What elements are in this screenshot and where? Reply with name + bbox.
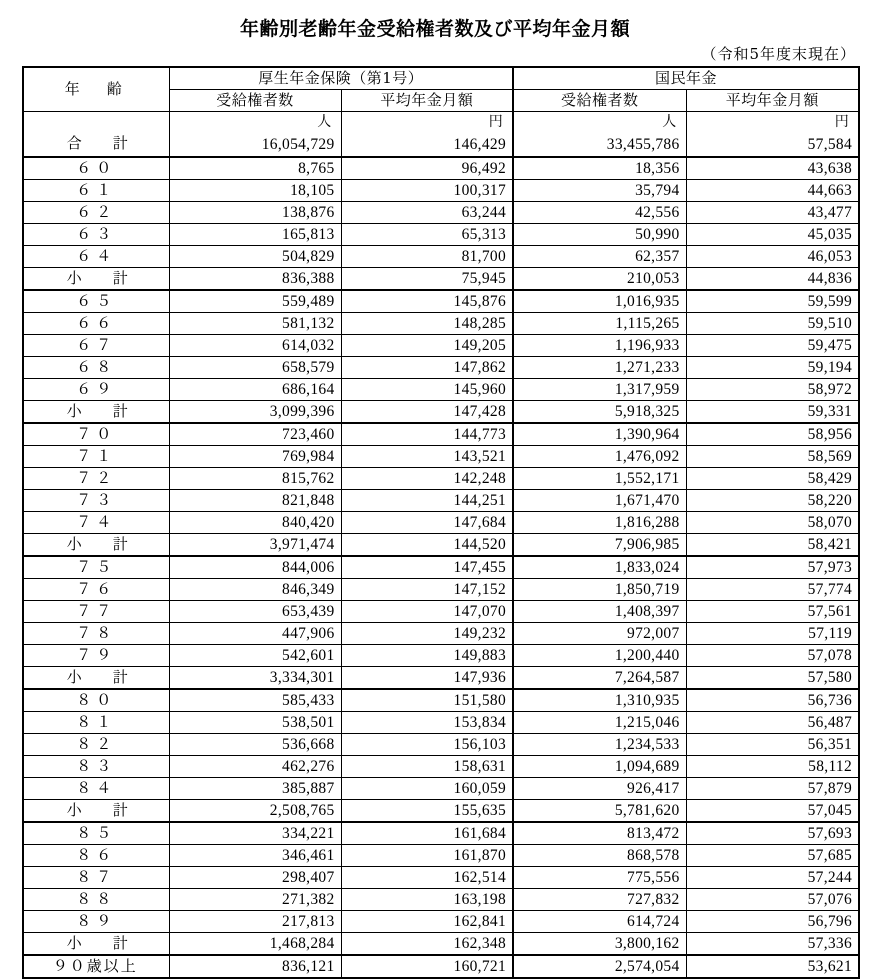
table-row <box>23 112 859 158</box>
row-label-age: ７６ <box>23 579 169 601</box>
cell-kosei-avg: 156,103 <box>341 734 513 756</box>
row-label-age: ７５ <box>23 556 169 579</box>
cell-kokumin-avg: 59,331 <box>686 401 859 424</box>
cell-kokumin-avg: 57,774 <box>686 579 859 601</box>
cell-kosei-avg: 65,313 <box>341 224 513 246</box>
cell-kokumin-n: 1,317,959 <box>513 379 686 401</box>
cell-kosei-n: 815,762 <box>169 468 341 490</box>
table-row <box>23 667 859 690</box>
cell-kokumin-avg: 56,796 <box>686 911 859 933</box>
cell-kosei-avg: 144,251 <box>341 490 513 512</box>
table-row <box>23 357 859 379</box>
row-label-age: ７２ <box>23 468 169 490</box>
row-label-age: ６７ <box>23 335 169 357</box>
cell-kosei-avg: 75,945 <box>341 268 513 291</box>
row-label-age: ６０ <box>23 157 169 180</box>
cell-kokumin-n: 2,574,054 <box>513 955 686 978</box>
table-row <box>23 490 859 512</box>
column-header-kosei-recipients: 受給権者数 <box>169 90 341 112</box>
cell-kokumin-avg: 45,035 <box>686 224 859 246</box>
cell-kosei-avg: 63,244 <box>341 202 513 224</box>
cell-kosei-n: 385,887 <box>169 778 341 800</box>
cell-value: 33,455,786 <box>606 136 680 153</box>
table-row <box>23 423 859 446</box>
table-row <box>23 933 859 956</box>
cell-kosei-avg: 149,205 <box>341 335 513 357</box>
cell-kokumin-avg: 53,621 <box>686 955 859 978</box>
cell-kosei-avg: 147,936 <box>341 667 513 690</box>
cell-kosei-n: 836,388 <box>169 268 341 291</box>
cell-kokumin-avg: 57,973 <box>686 556 859 579</box>
cell-kosei-avg: 162,514 <box>341 867 513 889</box>
cell-kosei-n: 840,420 <box>169 512 341 534</box>
table-row <box>23 157 859 180</box>
cell-kosei-avg: 163,198 <box>341 889 513 911</box>
cell-kosei-n: 538,501 <box>169 712 341 734</box>
row-label-age: 小 計 <box>23 401 169 424</box>
table-row <box>23 556 859 579</box>
row-label-age: ６５ <box>23 290 169 313</box>
cell-kosei-n: 658,579 <box>169 357 341 379</box>
cell-kokumin-avg: 59,194 <box>686 357 859 379</box>
table-row <box>23 623 859 645</box>
row-label-age: ６６ <box>23 313 169 335</box>
cell-kokumin-avg: 56,487 <box>686 712 859 734</box>
table-row <box>23 601 859 623</box>
row-label-age: ９０歳以上 <box>23 955 169 978</box>
cell-kokumin-n: 614,724 <box>513 911 686 933</box>
table-row <box>23 468 859 490</box>
cell-kokumin-avg: 58,070 <box>686 512 859 534</box>
cell-kosei-n: 653,439 <box>169 601 341 623</box>
page-title: 年齢別老齢年金受給権者数及び平均年金月額 <box>239 18 630 40</box>
cell-kokumin-avg: 43,477 <box>686 202 859 224</box>
cell-kokumin-n: 1,850,719 <box>513 579 686 601</box>
row-label-age: ６９ <box>23 379 169 401</box>
cell-kosei-avg: 145,960 <box>341 379 513 401</box>
cell-kokumin-n <box>513 112 686 158</box>
cell-kosei-n: 585,433 <box>169 689 341 712</box>
cell-kosei-avg: 151,580 <box>341 689 513 712</box>
table-row <box>23 268 859 291</box>
row-label-age: ７３ <box>23 490 169 512</box>
cell-kosei-n: 821,848 <box>169 490 341 512</box>
cell-kosei-n: 298,407 <box>169 867 341 889</box>
cell-kokumin-n: 1,271,233 <box>513 357 686 379</box>
cell-kosei-avg: 147,428 <box>341 401 513 424</box>
cell-kosei-n: 1,468,284 <box>169 933 341 956</box>
cell-kokumin-n: 1,552,171 <box>513 468 686 490</box>
cell-kosei-n: 3,334,301 <box>169 667 341 690</box>
cell-kokumin-avg: 57,244 <box>686 867 859 889</box>
table-row <box>23 800 859 823</box>
cell-kokumin-n: 1,094,689 <box>513 756 686 778</box>
as-of-note: （令和5年度末現在） <box>701 45 856 63</box>
cell-kosei-n: 844,006 <box>169 556 341 579</box>
unit-label: 人 <box>662 114 677 130</box>
cell-kosei-n: 723,460 <box>169 423 341 446</box>
cell-kokumin-avg: 58,421 <box>686 534 859 557</box>
cell-kosei-avg: 149,883 <box>341 645 513 667</box>
cell-kosei-avg: 148,285 <box>341 313 513 335</box>
cell-kosei-avg: 147,070 <box>341 601 513 623</box>
cell-kokumin-n: 210,053 <box>513 268 686 291</box>
row-label-age: ８９ <box>23 911 169 933</box>
cell-kokumin-avg: 56,351 <box>686 734 859 756</box>
cell-kosei-n: 686,164 <box>169 379 341 401</box>
cell-kosei-n: 3,971,474 <box>169 534 341 557</box>
cell-kokumin-avg: 58,972 <box>686 379 859 401</box>
cell-kokumin-avg: 59,510 <box>686 313 859 335</box>
cell-kosei-n: 462,276 <box>169 756 341 778</box>
cell-kokumin-n: 813,472 <box>513 822 686 845</box>
row-label-age: ８８ <box>23 889 169 911</box>
cell-kokumin-avg: 57,336 <box>686 933 859 956</box>
row-label-age: 小 計 <box>23 268 169 291</box>
cell-kosei-n: 536,668 <box>169 734 341 756</box>
cell-kosei-n: 846,349 <box>169 579 341 601</box>
cell-kokumin-n: 1,196,933 <box>513 335 686 357</box>
cell-kosei-avg: 143,521 <box>341 446 513 468</box>
table-row <box>23 534 859 557</box>
cell-kokumin-avg: 46,053 <box>686 246 859 268</box>
cell-kokumin-avg: 58,429 <box>686 468 859 490</box>
cell-kokumin-avg: 44,663 <box>686 180 859 202</box>
cell-value: 146,429 <box>453 136 507 153</box>
cell-kosei-avg: 147,152 <box>341 579 513 601</box>
table-row <box>23 379 859 401</box>
cell-kosei-avg: 147,862 <box>341 357 513 379</box>
cell-kokumin-avg: 57,580 <box>686 667 859 690</box>
column-header-kokumin-average: 平均年金月額 <box>686 90 859 112</box>
row-label-age: ７１ <box>23 446 169 468</box>
cell-kokumin-avg: 59,599 <box>686 290 859 313</box>
cell-kosei-n: 836,121 <box>169 955 341 978</box>
table-body <box>23 112 859 979</box>
cell-kokumin-avg <box>686 112 859 158</box>
row-label-age: ７９ <box>23 645 169 667</box>
table-row <box>23 290 859 313</box>
cell-kosei-n: 138,876 <box>169 202 341 224</box>
cell-kokumin-n: 35,794 <box>513 180 686 202</box>
cell-kokumin-n: 5,781,620 <box>513 800 686 823</box>
table-row <box>23 335 859 357</box>
row-label-age: ７０ <box>23 423 169 446</box>
cell-kokumin-n: 1,833,024 <box>513 556 686 579</box>
cell-kokumin-n: 1,476,092 <box>513 446 686 468</box>
cell-kosei-avg: 147,455 <box>341 556 513 579</box>
cell-kokumin-n: 5,918,325 <box>513 401 686 424</box>
table-row <box>23 579 859 601</box>
column-group-kosei-nenkin: 厚生年金保険（第1号） <box>169 67 513 90</box>
cell-kokumin-n: 1,816,288 <box>513 512 686 534</box>
cell-kokumin-avg: 57,561 <box>686 601 859 623</box>
row-label-age: ７８ <box>23 623 169 645</box>
cell-kokumin-avg: 57,693 <box>686 822 859 845</box>
table-row <box>23 246 859 268</box>
cell-kokumin-n: 1,390,964 <box>513 423 686 446</box>
table-row <box>23 313 859 335</box>
unit-label: 円 <box>488 114 504 130</box>
row-label-age: ８１ <box>23 712 169 734</box>
row-label-age: ７７ <box>23 601 169 623</box>
cell-kokumin-avg: 58,956 <box>686 423 859 446</box>
cell-kosei-n: 271,382 <box>169 889 341 911</box>
cell-kosei-avg: 100,317 <box>341 180 513 202</box>
table-row <box>23 689 859 712</box>
cell-kokumin-n: 50,990 <box>513 224 686 246</box>
cell-kokumin-n: 727,832 <box>513 889 686 911</box>
row-label-age: ６２ <box>23 202 169 224</box>
row-label-age: 合 計 <box>23 112 169 158</box>
cell-kokumin-n: 1,215,046 <box>513 712 686 734</box>
cell-kosei-avg: 160,059 <box>341 778 513 800</box>
cell-kosei-avg: 144,773 <box>341 423 513 446</box>
cell-kokumin-n: 3,800,162 <box>513 933 686 956</box>
cell-kokumin-avg: 58,569 <box>686 446 859 468</box>
cell-kokumin-avg: 57,685 <box>686 845 859 867</box>
cell-kokumin-n: 1,016,935 <box>513 290 686 313</box>
cell-kokumin-n: 972,007 <box>513 623 686 645</box>
cell-kokumin-n: 1,671,470 <box>513 490 686 512</box>
table-row <box>23 401 859 424</box>
cell-kokumin-avg: 58,112 <box>686 756 859 778</box>
table-row <box>23 712 859 734</box>
column-header-age: 年 齢 <box>23 67 169 112</box>
row-label-age: ８６ <box>23 845 169 867</box>
cell-kosei-n: 18,105 <box>169 180 341 202</box>
cell-kosei-n: 165,813 <box>169 224 341 246</box>
cell-kokumin-n: 1,115,265 <box>513 313 686 335</box>
cell-kokumin-n: 42,556 <box>513 202 686 224</box>
table-row <box>23 845 859 867</box>
table-row <box>23 180 859 202</box>
cell-kosei-avg: 153,834 <box>341 712 513 734</box>
column-header-kokumin-recipients: 受給権者数 <box>513 90 686 112</box>
cell-kokumin-avg: 57,879 <box>686 778 859 800</box>
cell-kosei-avg: 155,635 <box>341 800 513 823</box>
table-row <box>23 867 859 889</box>
cell-kosei-n: 447,906 <box>169 623 341 645</box>
cell-kokumin-n: 1,234,533 <box>513 734 686 756</box>
cell-kosei-n: 346,461 <box>169 845 341 867</box>
cell-kokumin-avg: 43,638 <box>686 157 859 180</box>
row-label-age: 小 計 <box>23 933 169 956</box>
row-label-age: 小 計 <box>23 667 169 690</box>
table-row <box>23 446 859 468</box>
cell-kokumin-n: 1,200,440 <box>513 645 686 667</box>
cell-kokumin-avg: 57,045 <box>686 800 859 823</box>
cell-kosei-n: 559,489 <box>169 290 341 313</box>
cell-kosei-n: 504,829 <box>169 246 341 268</box>
cell-value: 16,054,729 <box>261 136 335 153</box>
row-label-age: ８３ <box>23 756 169 778</box>
pension-statistics-table <box>22 66 860 979</box>
cell-kosei-n: 542,601 <box>169 645 341 667</box>
row-label-age: ６１ <box>23 180 169 202</box>
cell-kokumin-n: 775,556 <box>513 867 686 889</box>
cell-kokumin-n: 1,408,397 <box>513 601 686 623</box>
cell-kosei-avg: 147,684 <box>341 512 513 534</box>
table-row <box>23 778 859 800</box>
cell-kosei-avg: 145,876 <box>341 290 513 313</box>
table-row <box>23 889 859 911</box>
cell-kokumin-n: 18,356 <box>513 157 686 180</box>
table-row <box>23 955 859 978</box>
cell-kosei-avg: 149,232 <box>341 623 513 645</box>
cell-kokumin-avg: 57,078 <box>686 645 859 667</box>
cell-kosei-avg: 162,348 <box>341 933 513 956</box>
row-label-age: ８５ <box>23 822 169 845</box>
cell-kosei-avg: 161,870 <box>341 845 513 867</box>
row-label-age: 小 計 <box>23 534 169 557</box>
table-row <box>23 645 859 667</box>
table-row <box>23 224 859 246</box>
cell-kosei-n: 581,132 <box>169 313 341 335</box>
table-row <box>23 512 859 534</box>
cell-kosei-avg: 162,841 <box>341 911 513 933</box>
cell-kokumin-avg: 59,475 <box>686 335 859 357</box>
cell-kosei-avg: 142,248 <box>341 468 513 490</box>
row-label-age: ７４ <box>23 512 169 534</box>
row-label-age: ８４ <box>23 778 169 800</box>
row-label-age: ６３ <box>23 224 169 246</box>
row-label-age: ８０ <box>23 689 169 712</box>
cell-kokumin-n: 868,578 <box>513 845 686 867</box>
cell-kosei-avg: 161,684 <box>341 822 513 845</box>
cell-kosei-avg: 96,492 <box>341 157 513 180</box>
cell-kokumin-n: 62,357 <box>513 246 686 268</box>
table-row <box>23 202 859 224</box>
cell-kokumin-avg: 56,736 <box>686 689 859 712</box>
row-label-age: ６８ <box>23 357 169 379</box>
cell-kosei-n: 334,221 <box>169 822 341 845</box>
cell-kosei-avg: 158,631 <box>341 756 513 778</box>
cell-kokumin-n: 7,264,587 <box>513 667 686 690</box>
table-row <box>23 911 859 933</box>
cell-kosei-n: 8,765 <box>169 157 341 180</box>
table-row <box>23 822 859 845</box>
cell-kokumin-avg: 57,076 <box>686 889 859 911</box>
table-header <box>23 67 859 112</box>
unit-label: 円 <box>834 114 850 130</box>
cell-value: 57,584 <box>807 136 853 153</box>
row-label-age: 小 計 <box>23 800 169 823</box>
row-label-age: ６４ <box>23 246 169 268</box>
column-header-kosei-average: 平均年金月額 <box>341 90 513 112</box>
cell-kosei-n: 3,099,396 <box>169 401 341 424</box>
cell-kosei-n: 769,984 <box>169 446 341 468</box>
cell-kosei-avg: 81,700 <box>341 246 513 268</box>
cell-kokumin-n: 926,417 <box>513 778 686 800</box>
table-row <box>23 734 859 756</box>
cell-kosei-n: 2,508,765 <box>169 800 341 823</box>
table-row <box>23 756 859 778</box>
cell-kokumin-avg: 58,220 <box>686 490 859 512</box>
cell-kokumin-avg: 57,119 <box>686 623 859 645</box>
cell-kosei-avg: 144,520 <box>341 534 513 557</box>
cell-kosei-n: 217,813 <box>169 911 341 933</box>
row-label-age: ８２ <box>23 734 169 756</box>
cell-kosei-n: 614,032 <box>169 335 341 357</box>
cell-kokumin-n: 7,906,985 <box>513 534 686 557</box>
header-row-groups <box>23 67 859 90</box>
cell-kokumin-avg: 44,836 <box>686 268 859 291</box>
cell-kosei-avg: 160,721 <box>341 955 513 978</box>
cell-kokumin-n: 1,310,935 <box>513 689 686 712</box>
unit-label: 人 <box>317 114 332 130</box>
column-group-kokumin-nenkin: 国民年金 <box>513 67 859 90</box>
cell-kosei-avg <box>341 112 513 158</box>
row-label-age: ８７ <box>23 867 169 889</box>
cell-kosei-n <box>169 112 341 158</box>
